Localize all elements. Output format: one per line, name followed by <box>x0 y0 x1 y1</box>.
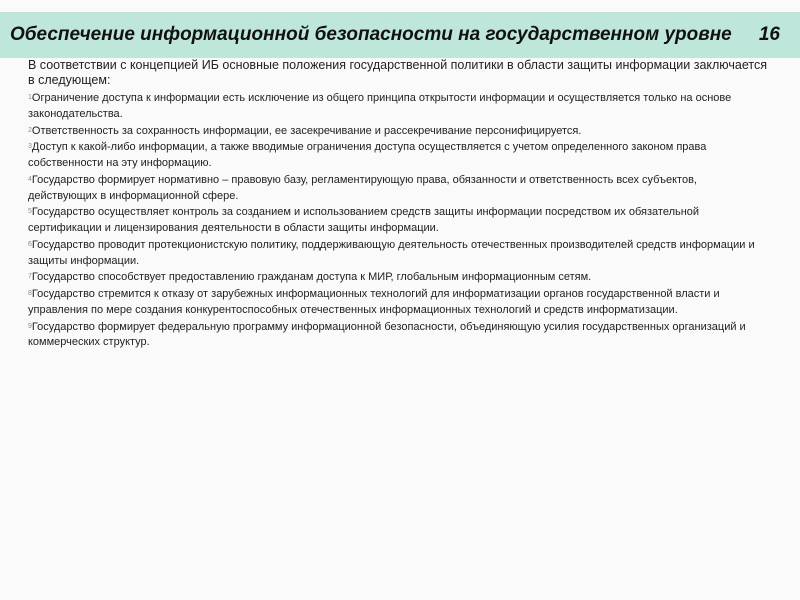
list-marker: 8 <box>28 290 32 298</box>
list-item-text: Государство стремится к отказу от зарубежных информационных технологий для информатизации органов государственной власти и управления по мере создания конкурентоспособных отечественных информационных технологий и средств информатизации. <box>28 288 720 316</box>
list-marker: 2 <box>28 126 32 134</box>
slide-number: 16 <box>758 24 780 45</box>
list-marker: 7 <box>28 273 32 281</box>
list-item-text: Доступ к какой-либо информации, а также вводимые ограничения доступа осуществляется с учетом определенного законом права собственности на эту информацию. <box>28 141 707 170</box>
list-marker: 6 <box>28 240 32 248</box>
list-marker: 4 <box>28 175 32 183</box>
list-marker: 1 <box>28 94 32 101</box>
list-item-text: Государство проводит протекционистскую политику, поддерживающую деятельность отечественных производителей средств информации и защиты информации. <box>28 238 755 267</box>
slide-body <box>28 58 768 351</box>
list-item <box>28 319 768 352</box>
list-item <box>28 123 768 140</box>
list-item <box>28 172 768 205</box>
list-marker: 9 <box>28 322 32 330</box>
list-marker: 5 <box>28 208 32 216</box>
list-item-text: Ответственность за сохранность информации, ее засекречивание и рассекречивание персонифицируется. <box>31 124 582 137</box>
list-item-text: Государство способствует предоставлению гражданам доступа к МИР, глобальным информационным сетям. <box>31 271 592 284</box>
list-item <box>28 139 768 172</box>
list-item <box>28 204 768 237</box>
list-item-text: Ограничение доступа к информации есть исключение из общего принципа открытости информации и осуществляется только на основе законодательства. <box>28 92 732 120</box>
title-band <box>0 12 800 58</box>
list-item-text: Государство осуществляет контроль за созданием и использованием средств защиты информации посредством их обязательной сертификации и лицензирования деятельности в области защиты информации. <box>28 206 700 235</box>
policy-list <box>28 90 768 351</box>
list-item <box>28 90 768 123</box>
list-item-text: Государство формирует нормативно – правовую базу, регламентирующую права, обязанности и ответственность всех субъектов, действующих в информационной сфере. <box>28 173 697 202</box>
list-item <box>28 286 768 319</box>
slide-title: Обеспечение информационной безопасности на государственном уровне <box>10 24 732 45</box>
list-item <box>28 269 768 286</box>
list-item <box>28 237 768 270</box>
intro-paragraph: В соответствии с концепцией ИБ основные положения государственной политики в области защиты информации заключается в следующем: <box>28 58 768 87</box>
list-item-text: Государство формирует федеральную программу информационной безопасности, объединяющую усилия государственных организаций и коммерческих структур. <box>28 320 746 349</box>
list-marker: 3 <box>28 143 32 151</box>
